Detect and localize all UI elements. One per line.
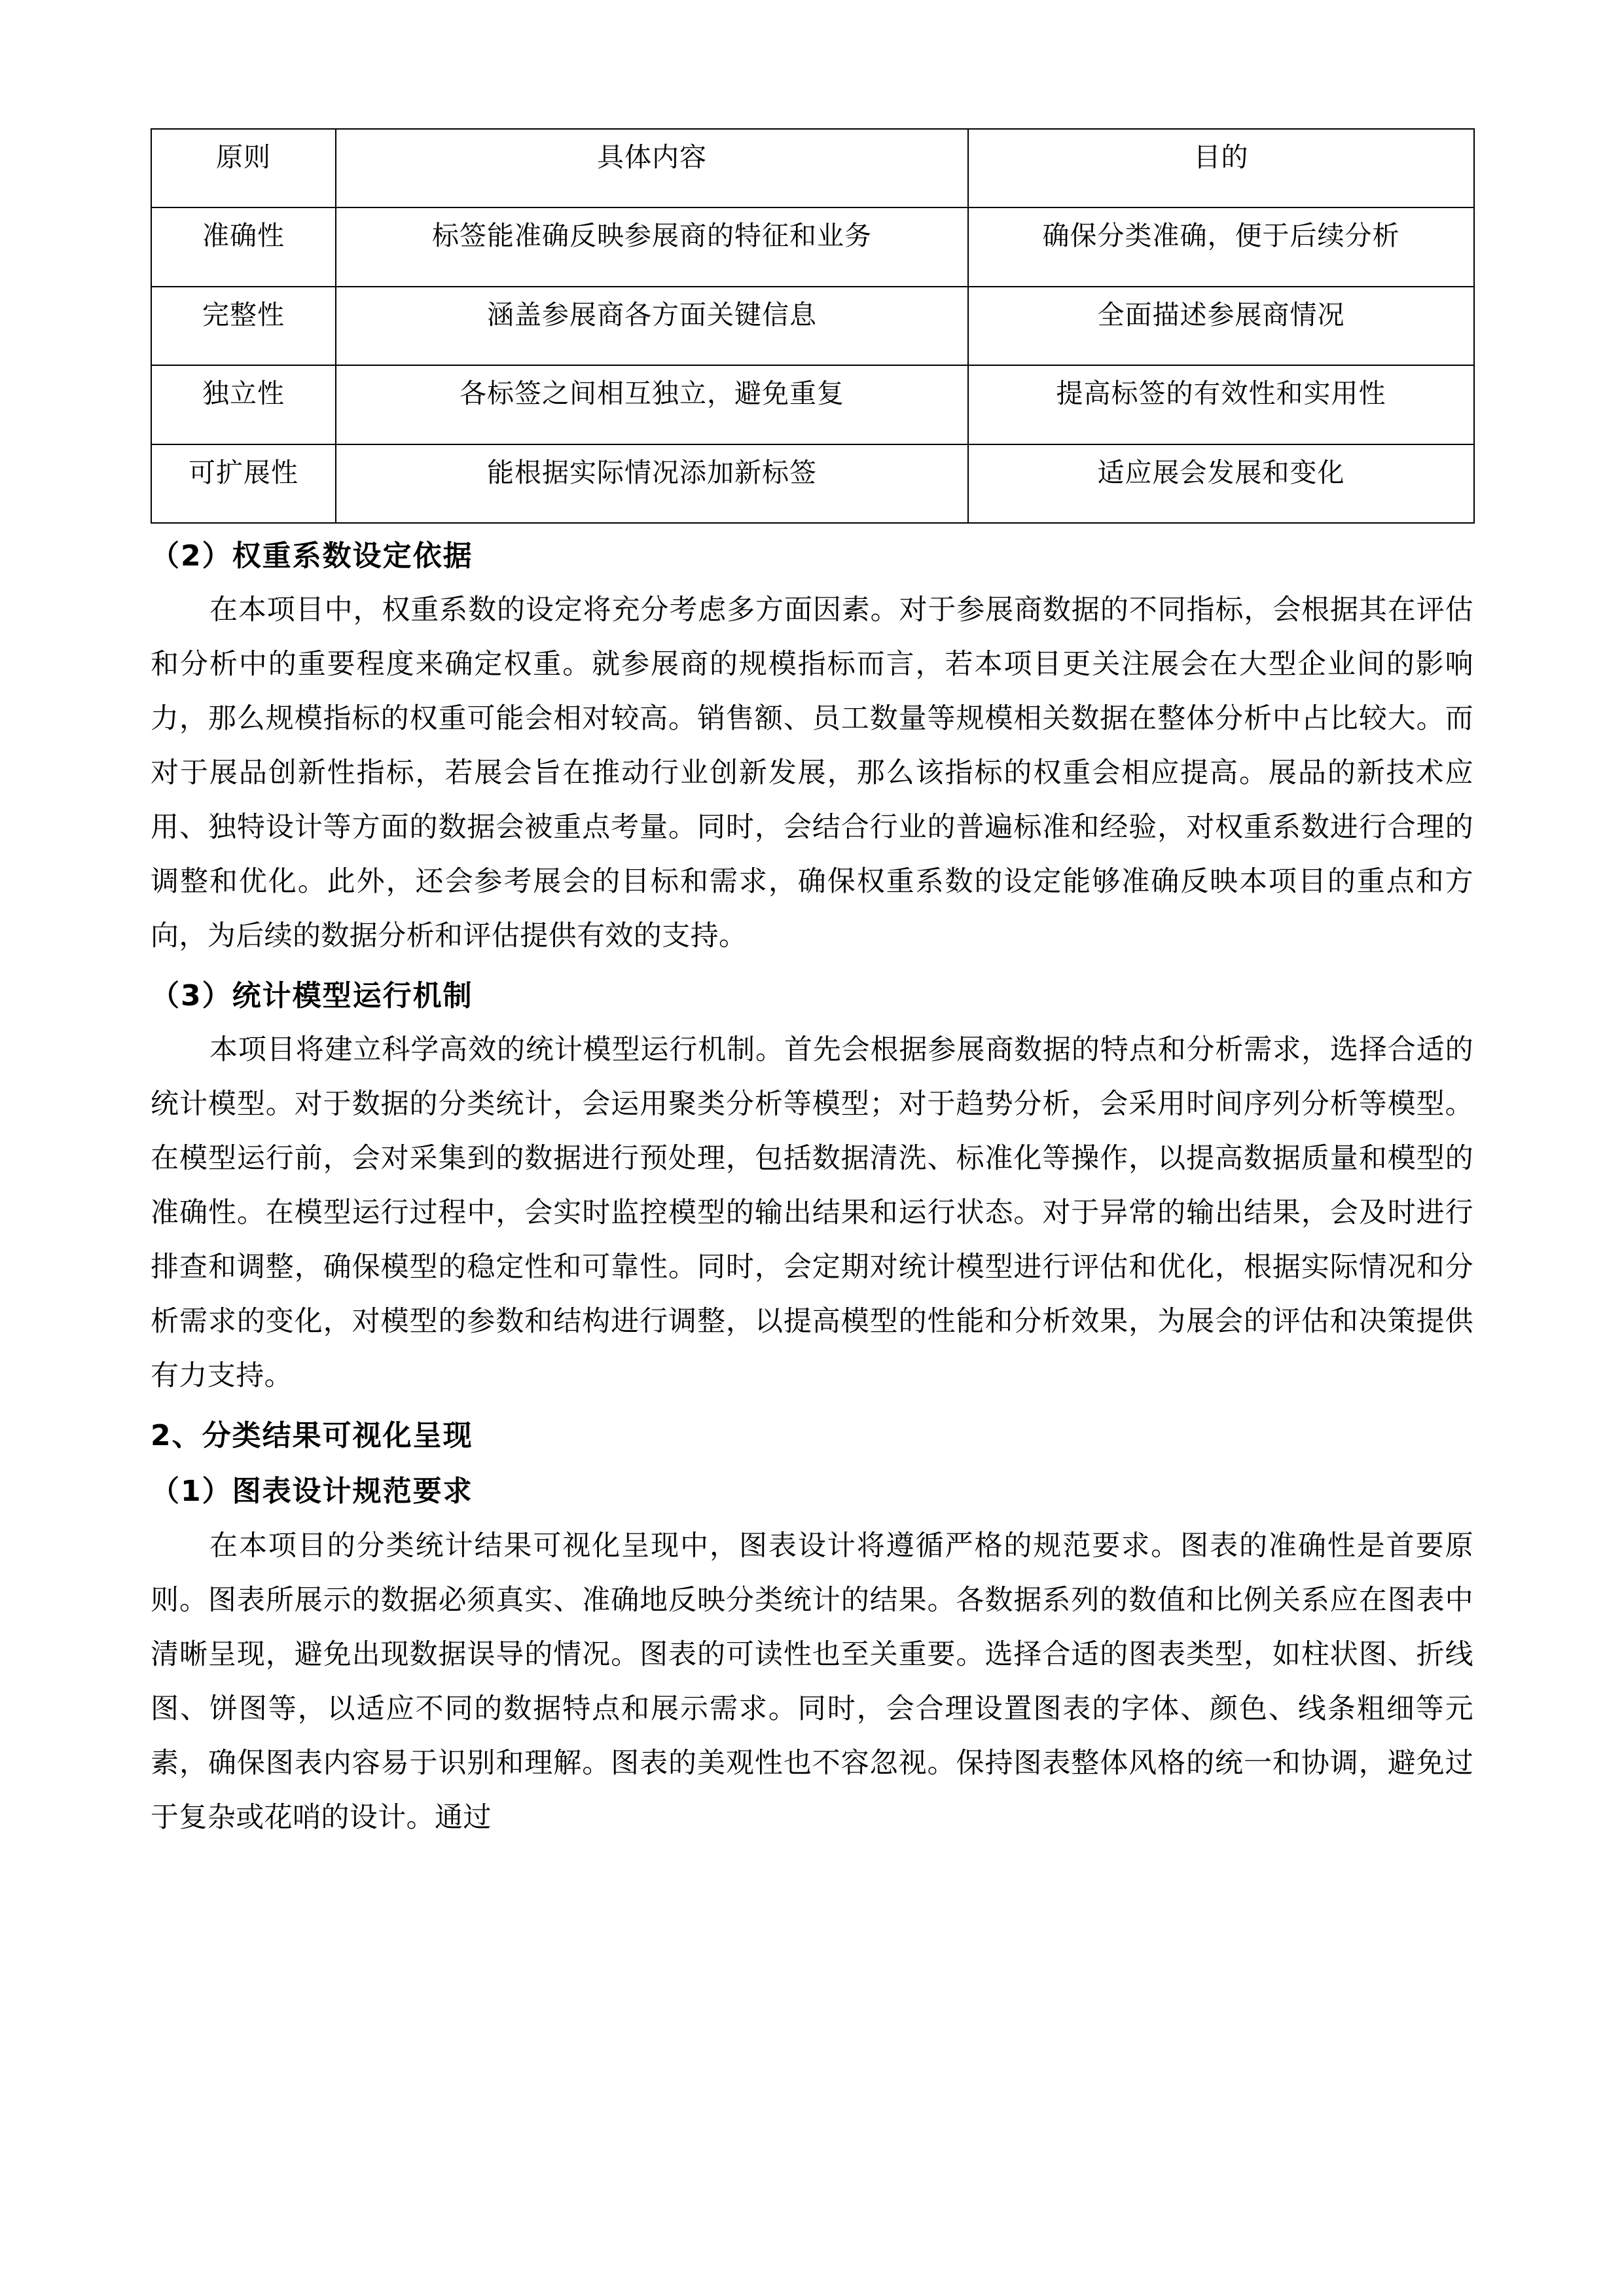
table-cell-purpose: 全面描述参展商情况 [968,287,1474,365]
section-paragraph-weight-basis: 在本项目中，权重系数的设定将充分考虑多方面因素。对于参展商数据的不同指标，会根据其在评估和分析中的重要程度来确定权重。就参展商的规模指标而言，若本项目更关注展会在大型企业间的影响力，那么规模指标的权重可能会相对较高。销售额、员工数量等规模相关数据在整体分析中占比较大。而对于展品创新性指标，若展会旨在推动行业创新发展，那么该指标的权重会相应提高。展品的新技术应用、独特设计等方面的数据会被重点考量。同时，会结合行业的普遍标准和经验，对权重系数进行合理的调整和优化。此外，还会参考展会的目标和需求，确保权重系数的设定能够准确反映本项目的重点和方向，为后续的数据分析和评估提供有效的支持。 [151,594,1473,953]
principles-table [151,128,1475,524]
section-paragraph-chart-spec: 在本项目的分类统计结果可视化呈现中，图表设计将遵循严格的规范要求。图表的准确性是首要原则。图表所展示的数据必须真实、准确地反映分类统计的结果。各数据系列的数值和比例关系应在图表中清晰呈现，避免出现数据误导的情况。图表的可读性也至关重要。选择合适的图表类型，如柱状图、折线图、饼图等，以适应不同的数据特点和展示需求。同时，会合理设置图表的字体、颜色、线条粗细等元素，确保图表内容易于识别和理解。图表的美观性也不容忽视。保持图表整体风格的统一和协调，避免过于复杂或花哨的设计。通过 [151,1529,1473,1834]
table-header-cell-content: 具体内容 [336,129,968,207]
table-cell-purpose: 确保分类准确，便于后续分析 [968,207,1474,286]
section-heading-chart-spec: （1）图表设计规范要求 [151,1475,473,1509]
table-cell-principle: 准确性 [151,207,336,286]
table-cell-purpose: 提高标签的有效性和实用性 [968,365,1474,444]
table-header-cell-purpose: 目的 [968,129,1474,207]
table-row [151,207,1474,286]
table-cell-purpose: 适应展会发展和变化 [968,444,1474,523]
table-cell-content: 涵盖参展商各方面关键信息 [336,287,968,365]
table-row [151,365,1474,444]
section-heading-visualization: 2、分类结果可视化呈现 [151,1419,473,1453]
section-paragraph-model-mechanism: 本项目将建立科学高效的统计模型运行机制。首先会根据参展商数据的特点和分析需求，选择合适的统计模型。对于数据的分类统计，会运用聚类分析等模型；对于趋势分析，会采用时间序列分析等模型。在模型运行前，会对采集到的数据进行预处理，包括数据清洗、标准化等操作，以提高数据质量和模型的准确性。在模型运行过程中，会实时监控模型的输出结果和运行状态。对于异常的输出结果，会及时进行排查和调整，确保模型的稳定性和可靠性。同时，会定期对统计模型进行评估和优化，根据实际情况和分析需求的变化，对模型的参数和结构进行调整，以提高模型的性能和分析效果，为展会的评估和决策提供有力支持。 [151,1033,1473,1393]
table-cell-content: 标签能准确反映参展商的特征和业务 [336,207,968,286]
table-cell-content: 能根据实际情况添加新标签 [336,444,968,523]
section-heading-weight-basis: （2）权重系数设定依据 [151,539,473,573]
table-cell-content: 各标签之间相互独立，避免重复 [336,365,968,444]
table-row [151,444,1474,523]
table-row [151,287,1474,365]
table-cell-principle: 完整性 [151,287,336,365]
table-cell-principle: 独立性 [151,365,336,444]
section-heading-model-mechanism: （3）统计模型运行机制 [151,979,473,1013]
table-cell-principle: 可扩展性 [151,444,336,523]
table-header-cell-principle: 原则 [151,129,336,207]
table-header-row [151,129,1474,207]
